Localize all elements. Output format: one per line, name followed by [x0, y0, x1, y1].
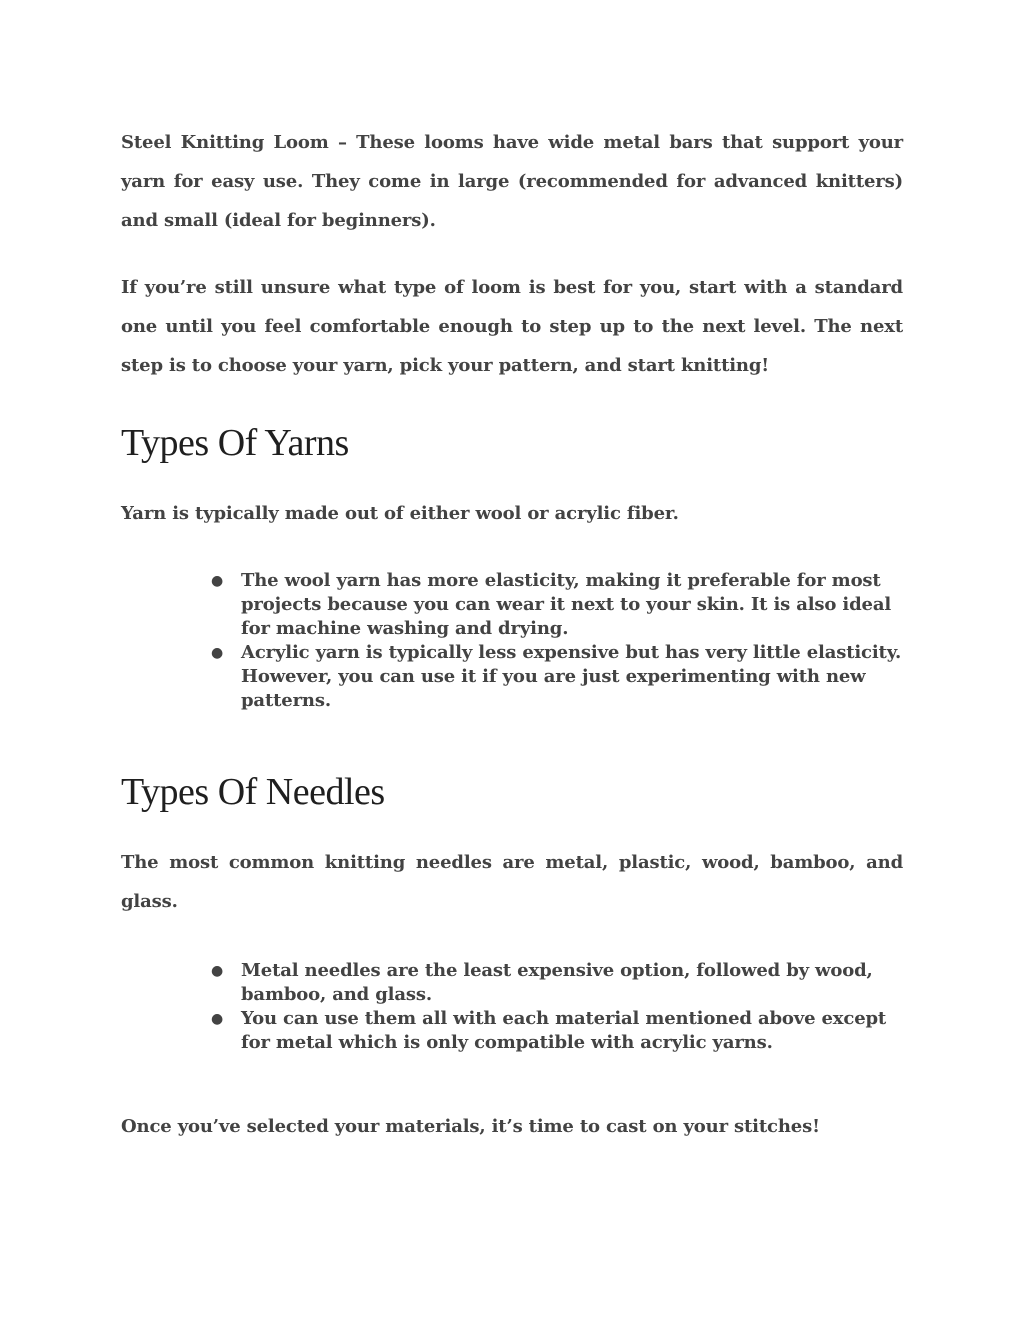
list-item	[211, 959, 903, 1007]
yarns-bullet-list	[121, 569, 903, 713]
document-page	[121, 0, 903, 1325]
bullet-icon: ●	[211, 645, 224, 661]
yarns-intro: Yarn is typically made out of either wool or acrylic fiber.	[121, 503, 679, 524]
list-item-text: The wool yarn has more elasticity, making it preferable for most projects because you can wear it next to your skin. It is also ideal for machine washing and drying.	[241, 570, 892, 639]
list-item-text: Acrylic yarn is typically less expensive but has very little elasticity. However, you can use it if you are just experimenting with new patterns.	[241, 642, 902, 711]
yarns-heading: Types Of Yarns	[121, 422, 349, 464]
steel-loom-paragraph: Steel Knitting Loom – These looms have wide metal bars that support your yarn for easy use. They come in large (recommended for advanced knitters) and small (ideal for beginners).	[121, 132, 903, 231]
list-item-text: You can use them all with each material mentioned above except for metal which is only compatible with acrylic yarns.	[241, 1008, 887, 1053]
needles-bullet-list	[121, 959, 903, 1055]
list-item	[211, 1007, 903, 1055]
closing-paragraph: Once you’ve selected your materials, it’s time to cast on your stitches!	[121, 1116, 820, 1137]
bullet-icon: ●	[211, 573, 224, 589]
bullet-icon: ●	[211, 963, 224, 979]
needles-heading: Types Of Needles	[121, 771, 385, 813]
needles-intro: The most common knitting needles are metal, plastic, wood, bamboo, and glass.	[121, 852, 903, 912]
list-item	[211, 569, 903, 641]
bullet-icon: ●	[211, 1011, 224, 1027]
list-item-text: Metal needles are the least expensive option, followed by wood, bamboo, and glass.	[241, 960, 873, 1005]
loom-advice-paragraph: If you’re still unsure what type of loom is best for you, start with a standard one until you feel comfortable enough to step up to the next level. The next step is to choose your yarn, pick your pattern, and start knitting!	[121, 277, 903, 376]
list-item	[211, 641, 903, 713]
